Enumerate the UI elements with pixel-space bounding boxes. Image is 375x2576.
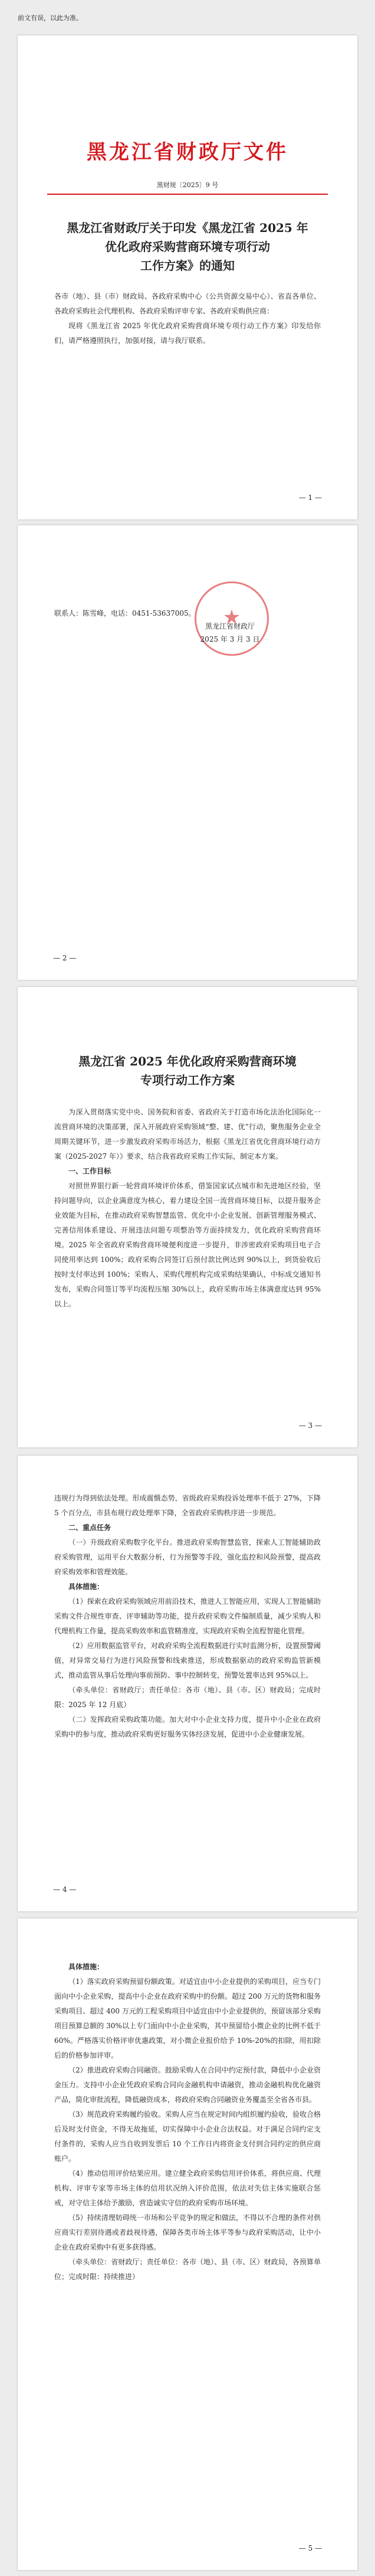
measure-paragraph: （5）持续清理妨碍统一市场和公平竞争的规定和做法，不得以不合理的条件对供应商实行差别待遇或者歧视待遇，保障各类市场主体平等参与政府采购活动，让中小企业在政府采购中有更多获得感。 <box>54 2214 321 2251</box>
section-heading: 一、工作目标 <box>68 1167 111 1175</box>
measures-label: 具体措施： <box>68 1963 104 1971</box>
measure-paragraph: （1）探索在政府采购领域应用前沿技术，推进人工智能应用，实现人工智能辅助采购文件合规性审查、评审辅助等功能，提升政府采购文件编制质量，减少采购人和代理机构工作量，提高采购效率和监管精准度，实现政府采购全流程智能化管理。 <box>54 1597 321 1635</box>
document-page-4 <box>18 1456 357 1911</box>
page-number: — 3 — <box>298 1421 322 1430</box>
title-line: 工作方案》的通知 <box>140 259 235 273</box>
notice-body <box>54 289 321 348</box>
doc-number: 黑财规〔2025〕9 号 <box>156 181 219 189</box>
plan-body <box>54 1105 321 1312</box>
goal-paragraph: 对照世界银行新一轮营商环境评价体系，借鉴国家试点城市和先进地区经验，坚持问题导向，以企业满意度为核心，着力建设全国一流营商环境目标，以提升服务企业效能为目标，在推动政府采购智慧监管、优化中小企业发展、创新管理服务模式、完善信用体系建设、开展违法问题专项整治等方面持续发力，优化政府采购营商环境。2025 年全省政府采购营商环境便利度进一步提升，非涉密政府采购项目电子合同使用率达到 100%；政府采购合同签订后预付款比例达到 90%以上，到货验收后按时支付率达到 100%；采购人、采购代理机构完成采购结果确认，中标成交通知书发布，采购合同签订等平均流程压缩 30%以上，政府采购市场主体满意度达到 95%以上。 <box>54 1182 321 1308</box>
address-line: 各市（地）、县（市）财政局、各政府采购中心（公共资源交易中心）、省直各单位、各政府采购社会代理机构、各政府采购评审专家、各政府采购供应商： <box>54 292 321 315</box>
seal-org: 黑龙江省财政厅 <box>205 622 255 630</box>
red-divider <box>47 194 328 195</box>
page-number: — 5 — <box>298 2544 322 2552</box>
page-number: — 1 — <box>298 493 322 502</box>
page-number: — 4 — <box>53 1885 77 1894</box>
correction-note: 前文有误，以此为准。 <box>18 14 83 22</box>
contact-line: 联系人：陈雪峰，电话：0451-53637005。 <box>54 609 196 617</box>
red-header: 黑龙江省财政厅文件 <box>87 140 288 164</box>
measure-paragraph: （3）规范政府采购履约验收。采购人应当在规定时间内组织履约验收，验收合格后及时支付资金，不得无故拖延，切实保障中小企业合法权益。对于满足合同约定支付条件的，采购人应当自收到发票后 10 个工作日内将资金支付到合同约定的供应商账户。 <box>54 2110 321 2163</box>
responsibility-paragraph: （牵头单位：省财政厅；责任单位：各市（地）、县（市、区）财政局，各预算单位；完成时限：持续推进） <box>54 2258 321 2281</box>
notice-title <box>53 218 322 275</box>
title-line: 专项行动工作方案 <box>140 1073 235 1087</box>
plan-body <box>54 1960 321 2284</box>
responsibility-paragraph: （牵头单位：省财政厅；责任单位：各市（地）、县（市、区）财政局；完成时限：2025 年 12 月底） <box>54 1686 321 1709</box>
plan-title <box>53 1052 322 1090</box>
intro-paragraph: 为深入贯彻落实党中央、国务院和省委、省政府关于打造市场化法治化国际化一流营商环境的决策部署，深入开展政府采购领域“整、建、优”行动，聚焦服务企业全周期关键环节，进一步激发政府采购市场活力，根据《黑龙江省优化营商环境行动方案（2025-2027 年）》要求，结合我省政府采购工作实际，制定本方案。 <box>54 1108 321 1160</box>
title-line: 黑龙江省 2025 年优化政府采购营商环境 <box>78 1054 297 1068</box>
section-heading: 二、重点任务 <box>68 1524 111 1532</box>
measure-paragraph: （2）推进政府采购合同融资。鼓励采购人在合同中约定预付款，降低中小企业资金压力。支持中小企业凭政府采购合同向金融机构申请融资，推动金融机构优化融资产品，简化审批流程，降低融资成本，将政府采购合同融资业务覆盖至全省各市县。 <box>54 2066 321 2104</box>
notice-paragraph: 现将《黑龙江省 2025 年优化政府采购营商环境专项行动工作方案》印发给你们，请严格遵照执行，加强对接，请与我厅联系。 <box>54 322 321 345</box>
title-line: 黑龙江省财政厅关于印发《黑龙江省 2025 年 <box>67 221 308 235</box>
measure-paragraph: （2）应用数据监管平台，对政府采购全流程数据进行实时监测分析，设置预警阈值，对异常交易行为进行风险预警和线索推送，形成数据驱动的政府采购监管新模式，推动监管从事后处理向事前预防、事中控制转变，预警处置率达到 95%以上。 <box>54 1642 321 1679</box>
seal-text <box>192 620 268 646</box>
document-page-3 <box>18 987 357 1447</box>
task-paragraph: （一）升级政府采购数字化平台。推进政府采购智慧监管，探索人工智能辅助政府采购管理，运用平台大数据分析，行为预警等手段，强化监控和风险预警，提高政府采购效率和管理效能。 <box>54 1538 321 1576</box>
seal-date: 2025 年 3 月 3 日 <box>200 635 260 643</box>
document-page-1 <box>18 35 357 519</box>
measures-label: 具体措施： <box>68 1583 104 1591</box>
task-paragraph: （二）发挥政府采购政策功能。加大对中小企业支持力度，提升中小企业在政府采购中的参与度，推动政府采购更好服务实体经济发展，促进中小企业健康发展。 <box>54 1715 321 1738</box>
page-number: — 2 — <box>53 954 77 962</box>
document-page-5 <box>18 1918 357 2570</box>
lead-paragraph: 违规行为得到依法处理。形成震慑态势，省级政府采购投诉处理率不低于 27%，下降 5 个百分点，市县布规行政处理率下降，全省政府采购秩序进一步规范。 <box>54 1494 321 1517</box>
measure-paragraph: （4）推动信用评价结果应用。建立健全政府采购信用评价体系，将供应商、代理机构、评审专家等市场主体的信用状况纳入评价范围，依法对失信主体实施联合惩戒，对守信主体给予激励，营造诚实守信的政府采购市场环境。 <box>54 2169 321 2207</box>
plan-body <box>54 1491 321 1742</box>
measure-paragraph: （1）落实政府采购预留份额政策。对适宜由中小企业提供的采购项目，应当专门面向中小企业采购，提高中小企业在政府采购中的份额。超过 200 万元的货物和服务采购项目、超过 400 万元的工程采购项目中适宜由中小企业提供的，预留该部分采购项目预算总额的 30%以上专门面向中小企业采购，其中预留给小微企业的比例不低于 60%。严格落实价格评审优惠政策，对小微企业报价给予 10%-20%的扣除，用扣除后的价格参加评审。 <box>54 1977 321 2060</box>
document-page-2 <box>18 525 357 980</box>
title-line: 优化政府采购营商环境专项行动 <box>105 240 270 254</box>
